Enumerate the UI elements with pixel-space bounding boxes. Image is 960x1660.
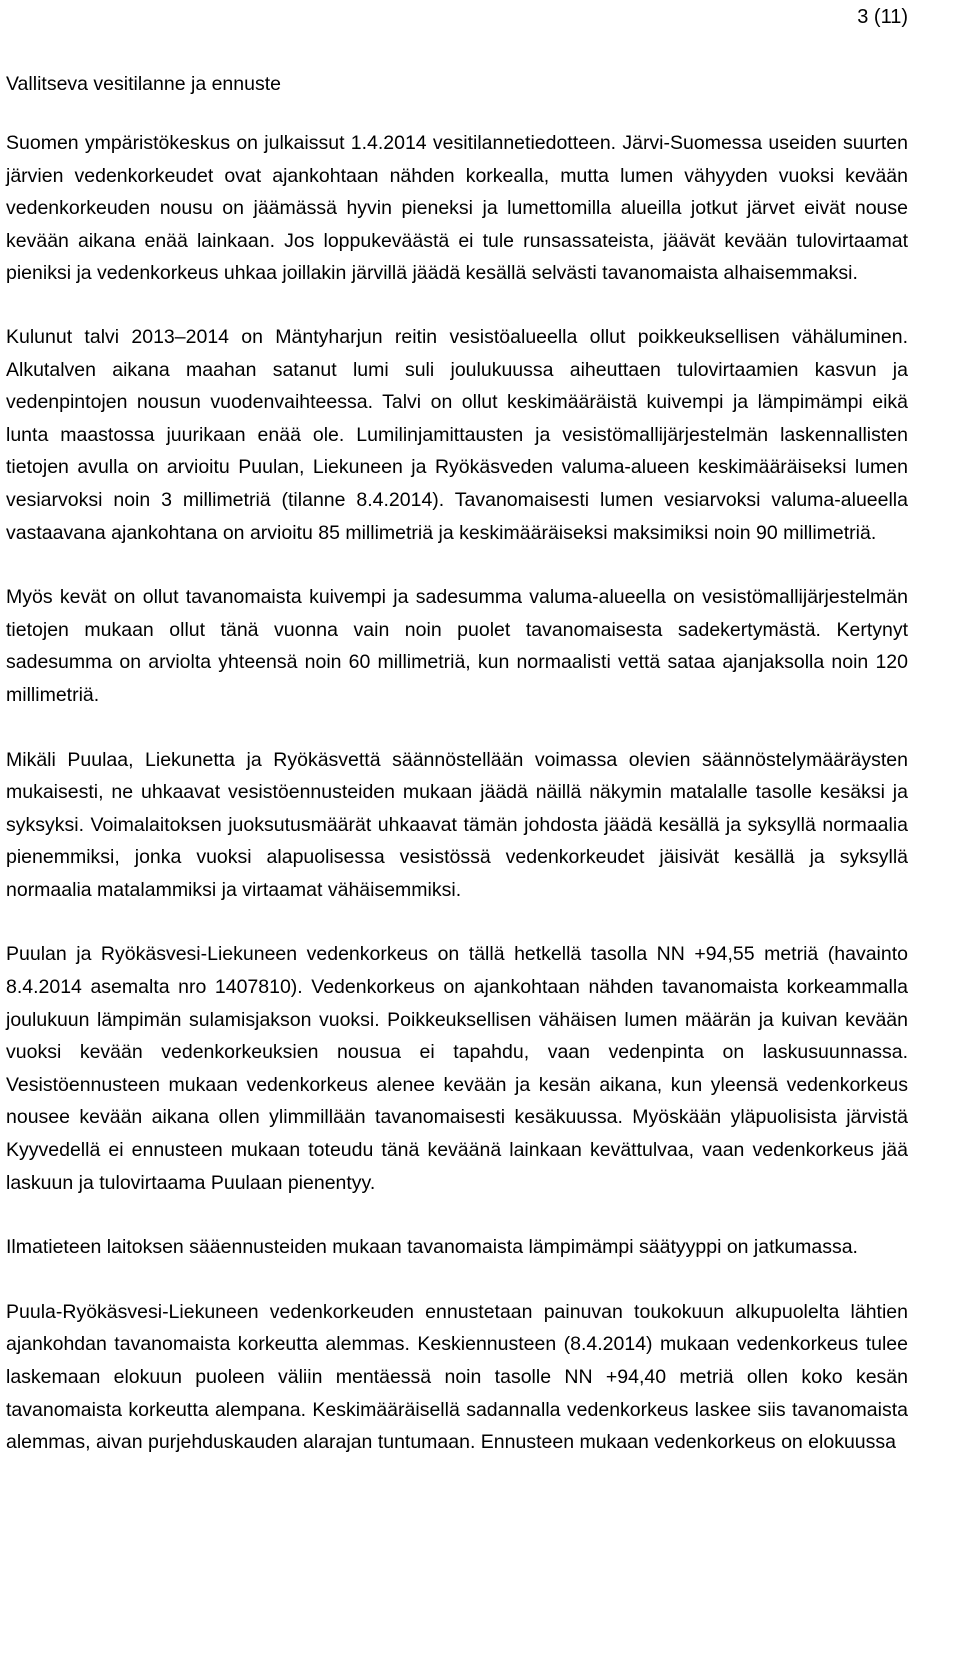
paragraph-vedenkorkeus-ennuste: Puula-Ryökäsvesi-Liekuneen vedenkorkeuden ennustetaan painuvan toukokuun alkupuolelta lähtien ajankohdan tavanomaista korkeutta alemmas. Keskiennusteen (8.4.2014) mukaan vedenkorkeus tulee laskemaan elokuun puoleen väliin mentäessä noin tasolle NN +94,40 metriä ollen koko kesän tavanomaista korkeutta alempana. Keskimääräisellä sadannalla vedenkorkeus laskee siis tavanomaista alemmas, aivan purjehduskauden alarajan tuntumaan. Ennusteen mukaan vedenkorkeus on elokuussa — [6, 1300, 908, 1454]
page-number: 3 (11) — [857, 6, 908, 28]
paragraph-saannostely: Mikäli Puulaa, Liekunetta ja Ryökäsvettä säännöstellään voimassa olevien säännöstelymääräysten mukaisesti, ne uhkaavat vesistöennusteiden mukaan jäädä näillä näkymin matalalle tasolle kesäksi ja syksyksi. Voimalaitoksen juoksutusmäärät uhkaavat tämän johdosta jäädä kesällä ja syksyllä normaalia pienemmiksi, jonka vuoksi alapuolisessa vesistössä vedenkorkeudet jäisivät kesällä ja syksyllä normaalia matalammiksi ja virtaamat vähäisemmiksi. — [6, 748, 908, 901]
paragraph-vedenkorkeus-nyt: Puulan ja Ryökäsvesi-Liekuneen vedenkorkeus on tällä hetkellä tasolla NN +94,55 metriä (havainto 8.4.2014 asemalta nro 1407810). Vedenkorkeus on ajankohtaan nähden tavanomaista korkeammalla joulukuun lämpimän sulamisjakson vuoksi. Poikkeuksellisen vähäisen lumen määrän ja kuivan kevään vuoksi kevään vedenkorkeuksien nousua ei tapahdu, vaan vedenpinta on laskusuunnassa. Vesistöennusteen mukaan vedenkorkeus alenee kevään ja kesän aikana, kun yleensä vedenkorkeus nousee kevään aikana ollen ylimmillään tavanomaisesti kesäkuussa. Myöskään yläpuolisista järvistä Kyyvedellä ei ennusteen mukaan toteudu tänä keväänä lainkaan kevättulvaa, vaan vedenkorkeus jää laskuun ja tulovirtaama Puulaan pienentyy. — [6, 943, 908, 1194]
paragraph-saaennuste: Ilmatieteen laitoksen sääennusteiden mukaan tavanomaista lämpimämpi säätyyppi on jatkumassa. — [6, 1236, 858, 1259]
paragraph-vesitilannetiedote: Suomen ympäristökeskus on julkaissut 1.4.2014 vesitilannetiedotteen. Järvi-Suomessa useiden suurten järvien vedenkorkeudet ovat ajankohtaan nähden korkealla, mutta lumen vähyyden vuoksi kevään vedenkorkeuden nousu on jäämässä hyvin pieneksi ja lumettomilla alueilla jotkut järvet eivät nouse kevään aikana enää lainkaan. Jos loppukeväästä ei tule runsassateista, jäävät kevään tulovirtaamat pieniksi ja vedenkorkeus uhkaa joillakin järvillä jäädä kesällä selvästi tavanomaista alhaisemmaksi. — [6, 132, 908, 285]
document-body — [6, 68, 908, 1459]
paragraph-talvi-2013-2014: Kulunut talvi 2013–2014 on Mäntyharjun reitin vesistöalueella ollut poikkeuksellisen vähäluminen. Alkutalven aikana maahan satanut lumi suli joulukuussa aiheuttaen tulovirtaamien kasvun ja vedenpintojen nousun vuodenvaihteessa. Talvi on ollut keskimääräistä kuivempi ja lämpimämpi eikä lunta maastossa juurikaan enää ole. Lumilinjamittausten ja vesistömallijärjestelmän laskennallisten tietojen avulla on arvioitu Puulan, Liekuneen ja Ryökäsveden valuma-alueen keskimääräiseksi lumen vesiarvoksi noin 3 millimetriä (tilanne 8.4.2014). Tavanomaisesti lumen vesiarvoksi valuma-alueella vastaavana ajankohtana on arvioitu 85 millimetriä ja keskimääräiseksi maksimiksi noin 90 millimetriä. — [6, 325, 908, 544]
section-heading: Vallitseva vesitilanne ja ennuste — [6, 73, 281, 95]
paragraph-kevat-sadesumma: Myös kevät on ollut tavanomaista kuivempi ja sadesumma valuma-alueella on vesistömallijärjestelmän tietojen mukaan ollut tänä vuonna vain noin puolet tavanomaisesta sadekertymästä. Kertynyt sadesumma on arviolta yhteensä noin 60 millimetriä, kun normaalisti vettä sataa ajanjaksolla noin 120 millimetriä. — [6, 586, 908, 706]
